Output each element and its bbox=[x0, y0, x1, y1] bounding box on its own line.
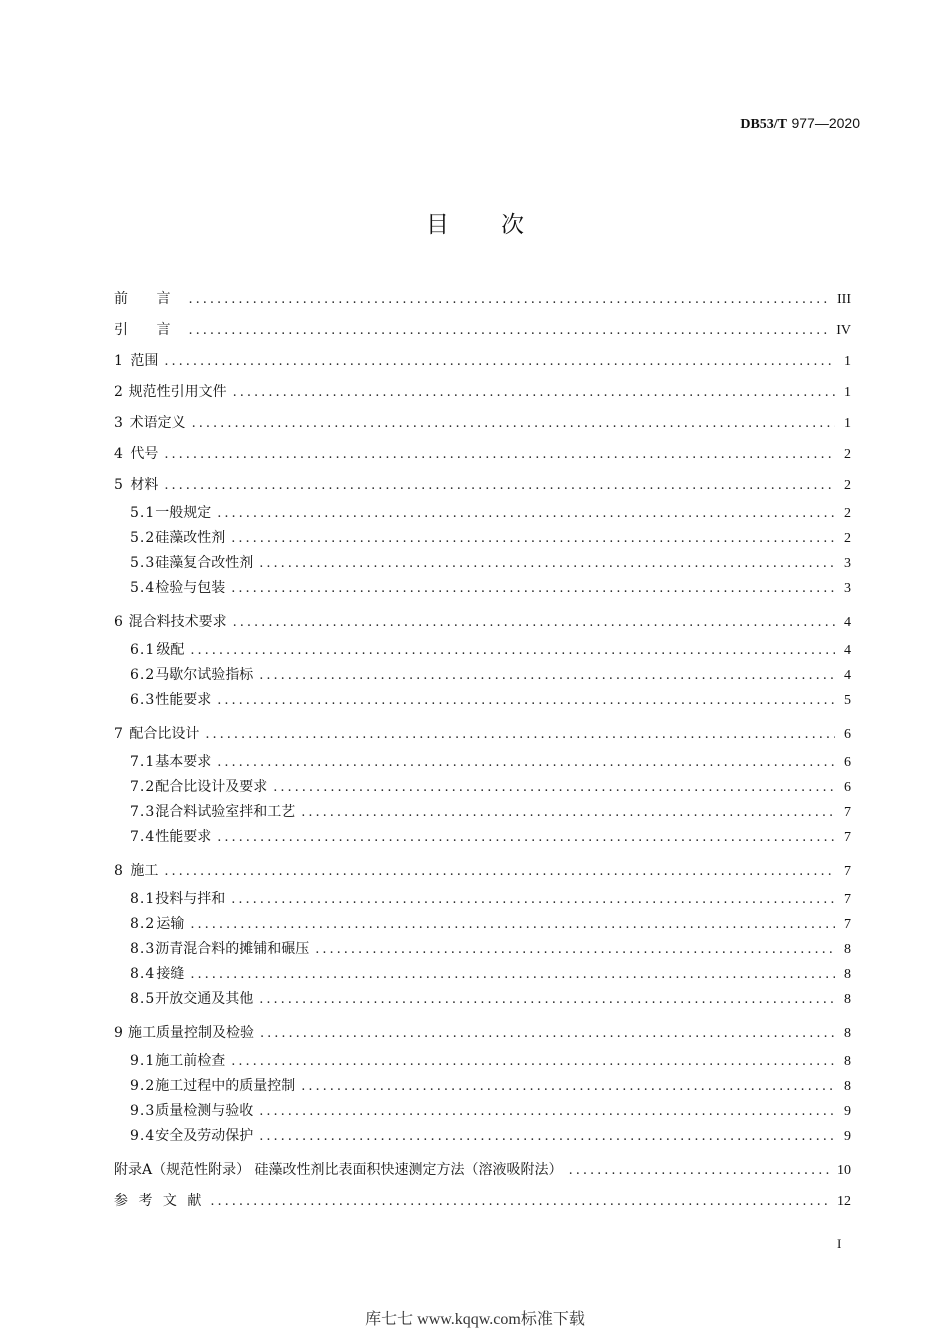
toc-entry[interactable] bbox=[114, 688, 851, 713]
dot-leader bbox=[164, 346, 835, 377]
toc-entry-label: 开放交通及其他 bbox=[155, 991, 254, 1007]
toc-entry-page: 3 bbox=[844, 556, 851, 571]
toc-entry-number: 8.5 bbox=[130, 991, 156, 1007]
toc-entry[interactable] bbox=[114, 526, 851, 551]
toc-entry-page: 7 bbox=[844, 892, 851, 907]
toc-entry-label: 接缝 bbox=[156, 966, 185, 982]
toc-entry-page: 4 bbox=[844, 668, 851, 683]
toc-entry[interactable] bbox=[114, 1186, 851, 1217]
dot-leader bbox=[233, 377, 835, 408]
toc-entry-page: 1 bbox=[844, 385, 851, 400]
toc-entry[interactable] bbox=[114, 825, 851, 850]
toc-entry-page: 9 bbox=[844, 1129, 851, 1144]
toc-entry[interactable] bbox=[114, 987, 851, 1012]
toc-entry-label: 施工过程中的质量控制 bbox=[155, 1078, 296, 1094]
toc-entry-label: 附录A（规范性附录） 硅藻改性剂比表面积快速测定方法（溶液吸附法） bbox=[114, 1162, 563, 1178]
toc-entry-number: 9 bbox=[114, 1025, 123, 1041]
toc-entry-number: 8.4 bbox=[130, 966, 156, 982]
dot-leader bbox=[273, 775, 835, 800]
toc-entry[interactable] bbox=[114, 377, 851, 408]
dot-leader bbox=[188, 284, 831, 315]
toc-entry-label: 引 言 bbox=[114, 322, 183, 338]
toc-entry[interactable] bbox=[114, 937, 851, 962]
toc-entry[interactable] bbox=[114, 576, 851, 601]
dot-leader bbox=[259, 1124, 835, 1149]
toc-entry[interactable] bbox=[114, 501, 851, 526]
dot-leader bbox=[259, 663, 835, 688]
toc-entry[interactable] bbox=[114, 912, 851, 937]
toc-entry-label: 材料 bbox=[130, 477, 159, 493]
toc-entry-label: 基本要求 bbox=[155, 754, 212, 770]
toc-entry-label: 代号 bbox=[130, 446, 159, 462]
toc-entry-label: 配合比设计及要求 bbox=[155, 779, 268, 795]
toc-entry-page: 1 bbox=[844, 354, 851, 369]
toc-entry-page: 7 bbox=[844, 830, 851, 845]
table-of-contents bbox=[114, 284, 851, 1217]
toc-entry[interactable] bbox=[114, 1074, 851, 1099]
dot-leader bbox=[233, 607, 835, 638]
standard-code bbox=[740, 115, 860, 133]
toc-entry-number: 5.3 bbox=[130, 555, 156, 571]
toc-entry[interactable] bbox=[114, 346, 851, 377]
toc-entry-label: 施工前检查 bbox=[155, 1053, 226, 1069]
toc-entry-number: 9.3 bbox=[130, 1103, 156, 1119]
toc-entry-page: 8 bbox=[844, 1054, 851, 1069]
toc-entry-page: 10 bbox=[837, 1163, 851, 1178]
dot-leader bbox=[231, 887, 835, 912]
toc-entry-number: 7.1 bbox=[130, 754, 156, 770]
toc-entry[interactable] bbox=[114, 663, 851, 688]
toc-entry-page: 8 bbox=[844, 942, 851, 957]
dot-leader bbox=[231, 526, 835, 551]
toc-entry-label: 施工 bbox=[130, 863, 159, 879]
toc-entry-page: 2 bbox=[844, 478, 851, 493]
toc-entry-page: 7 bbox=[844, 805, 851, 820]
toc-entry-number: 3 bbox=[114, 415, 123, 431]
toc-entry[interactable] bbox=[114, 962, 851, 987]
toc-entry-label: 级配 bbox=[156, 642, 185, 658]
dot-leader bbox=[301, 800, 835, 825]
toc-entry-page: IV bbox=[836, 323, 851, 338]
toc-entry-number: 8.1 bbox=[130, 891, 156, 907]
dot-leader bbox=[315, 937, 835, 962]
toc-entry[interactable] bbox=[114, 551, 851, 576]
standard-code-number: 977—2020 bbox=[791, 115, 860, 131]
toc-entry-label: 前 言 bbox=[114, 291, 183, 307]
toc-entry-number: 6 bbox=[114, 614, 123, 630]
toc-entry[interactable] bbox=[114, 800, 851, 825]
toc-entry-page: 8 bbox=[844, 1026, 851, 1041]
watermark: 库七七 www.kqqw.com标准下载 bbox=[365, 1311, 585, 1328]
dot-leader bbox=[217, 688, 835, 713]
page-title: 目次 bbox=[426, 212, 576, 238]
toc-entry-number: 8.2 bbox=[130, 916, 156, 932]
toc-entry-page: 2 bbox=[844, 506, 851, 521]
toc-entry-number: 4 bbox=[114, 446, 123, 462]
toc-entry-label: 硅藻复合改性剂 bbox=[155, 555, 254, 571]
toc-entry-page: 4 bbox=[844, 615, 851, 630]
toc-entry[interactable] bbox=[114, 719, 851, 750]
toc-entry-number: 5 bbox=[114, 477, 123, 493]
toc-entry[interactable] bbox=[114, 1155, 851, 1186]
toc-entry[interactable] bbox=[114, 607, 851, 638]
toc-entry-page: III bbox=[837, 292, 851, 307]
toc-entry-number: 6.2 bbox=[130, 667, 156, 683]
toc-entry-page: 6 bbox=[844, 727, 851, 742]
dot-leader bbox=[164, 470, 835, 501]
toc-entry-label: 性能要求 bbox=[155, 692, 212, 708]
toc-entry[interactable] bbox=[114, 315, 851, 346]
page-number: I bbox=[837, 1236, 842, 1251]
toc-entry-page: 6 bbox=[844, 755, 851, 770]
toc-entry-page: 7 bbox=[844, 864, 851, 879]
dot-leader bbox=[190, 638, 835, 663]
toc-entry-page: 1 bbox=[844, 416, 851, 431]
toc-entry-page: 5 bbox=[844, 693, 851, 708]
dot-leader bbox=[192, 408, 835, 439]
toc-entry-label: 检验与包装 bbox=[155, 580, 226, 596]
toc-entry-number: 9.4 bbox=[130, 1128, 156, 1144]
dot-leader bbox=[301, 1074, 835, 1099]
toc-entry-number: 6.1 bbox=[130, 642, 156, 658]
toc-entry-page: 4 bbox=[844, 643, 851, 658]
toc-entry-label: 硅藻改性剂 bbox=[155, 530, 226, 546]
toc-entry-label: 配合比设计 bbox=[129, 726, 200, 742]
toc-entry[interactable] bbox=[114, 470, 851, 501]
toc-entry-page: 8 bbox=[844, 967, 851, 982]
toc-entry-number: 2 bbox=[114, 384, 123, 400]
toc-entry-number: 5.1 bbox=[130, 505, 156, 521]
toc-entry-label: 规范性引用文件 bbox=[128, 384, 227, 400]
toc-entry[interactable] bbox=[114, 775, 851, 800]
toc-entry[interactable] bbox=[114, 1099, 851, 1124]
toc-entry-label: 施工质量控制及检验 bbox=[128, 1025, 254, 1041]
toc-entry-number: 1 bbox=[114, 353, 123, 369]
toc-entry[interactable] bbox=[114, 750, 851, 775]
standard-code-prefix: DB53/T bbox=[740, 117, 788, 132]
toc-entry-number: 7.2 bbox=[130, 779, 156, 795]
toc-entry-page: 8 bbox=[844, 1079, 851, 1094]
toc-entry-label: 术语定义 bbox=[129, 415, 186, 431]
dot-leader bbox=[164, 856, 835, 887]
dot-leader bbox=[259, 551, 835, 576]
dot-leader bbox=[164, 439, 835, 470]
dot-leader bbox=[231, 1049, 835, 1074]
toc-entry[interactable] bbox=[114, 1018, 851, 1049]
toc-entry-number: 9.1 bbox=[130, 1053, 156, 1069]
dot-leader bbox=[190, 962, 835, 987]
toc-entry[interactable] bbox=[114, 1049, 851, 1074]
toc-entry-number: 6.3 bbox=[130, 692, 156, 708]
toc-entry-number: 7.3 bbox=[130, 804, 156, 820]
dot-leader bbox=[217, 825, 835, 850]
toc-entry-page: 9 bbox=[844, 1104, 851, 1119]
toc-entry-page: 12 bbox=[837, 1194, 851, 1209]
dot-leader bbox=[217, 501, 835, 526]
toc-entry-number: 7.4 bbox=[130, 829, 156, 845]
toc-entry-label: 沥青混合料的摊铺和碾压 bbox=[155, 941, 310, 957]
dot-leader bbox=[259, 1099, 835, 1124]
dot-leader bbox=[205, 719, 835, 750]
toc-entry-number: 5.2 bbox=[130, 530, 156, 546]
toc-entry-page: 2 bbox=[844, 447, 851, 462]
toc-entry-label: 投料与拌和 bbox=[155, 891, 226, 907]
toc-entry-number: 5.4 bbox=[130, 580, 156, 596]
dot-leader bbox=[210, 1186, 831, 1217]
dot-leader bbox=[259, 987, 835, 1012]
toc-entry-label: 混合料试验室拌和工艺 bbox=[155, 804, 296, 820]
toc-entry-page: 7 bbox=[844, 917, 851, 932]
toc-entry-label: 参 考 文 献 bbox=[114, 1193, 205, 1209]
toc-entry-number: 7 bbox=[114, 726, 123, 742]
toc-entry-number: 9.2 bbox=[130, 1078, 156, 1094]
toc-entry-label: 性能要求 bbox=[155, 829, 212, 845]
dot-leader bbox=[231, 576, 835, 601]
toc-entry[interactable] bbox=[114, 439, 851, 470]
toc-entry-label: 马歇尔试验指标 bbox=[155, 667, 254, 683]
toc-entry[interactable] bbox=[114, 856, 851, 887]
toc-entry[interactable] bbox=[114, 638, 851, 663]
toc-entry[interactable] bbox=[114, 887, 851, 912]
toc-entry-label: 一般规定 bbox=[155, 505, 212, 521]
toc-entry-page: 8 bbox=[844, 992, 851, 1007]
toc-entry-label: 质量检测与验收 bbox=[155, 1103, 254, 1119]
toc-entry-page: 3 bbox=[844, 581, 851, 596]
toc-entry-page: 6 bbox=[844, 780, 851, 795]
dot-leader bbox=[260, 1018, 835, 1049]
toc-entry[interactable] bbox=[114, 1124, 851, 1149]
dot-leader bbox=[190, 912, 835, 937]
toc-entry[interactable] bbox=[114, 408, 851, 439]
toc-entry-number: 8.3 bbox=[130, 941, 156, 957]
dot-leader bbox=[569, 1155, 831, 1186]
toc-entry-label: 运输 bbox=[156, 916, 185, 932]
toc-entry-label: 范围 bbox=[130, 353, 159, 369]
toc-entry[interactable] bbox=[114, 284, 851, 315]
dot-leader bbox=[217, 750, 835, 775]
toc-entry-label: 混合料技术要求 bbox=[128, 614, 227, 630]
toc-entry-number: 8 bbox=[114, 863, 123, 879]
toc-entry-label: 安全及劳动保护 bbox=[155, 1128, 254, 1144]
dot-leader bbox=[188, 315, 830, 346]
toc-entry-page: 2 bbox=[844, 531, 851, 546]
